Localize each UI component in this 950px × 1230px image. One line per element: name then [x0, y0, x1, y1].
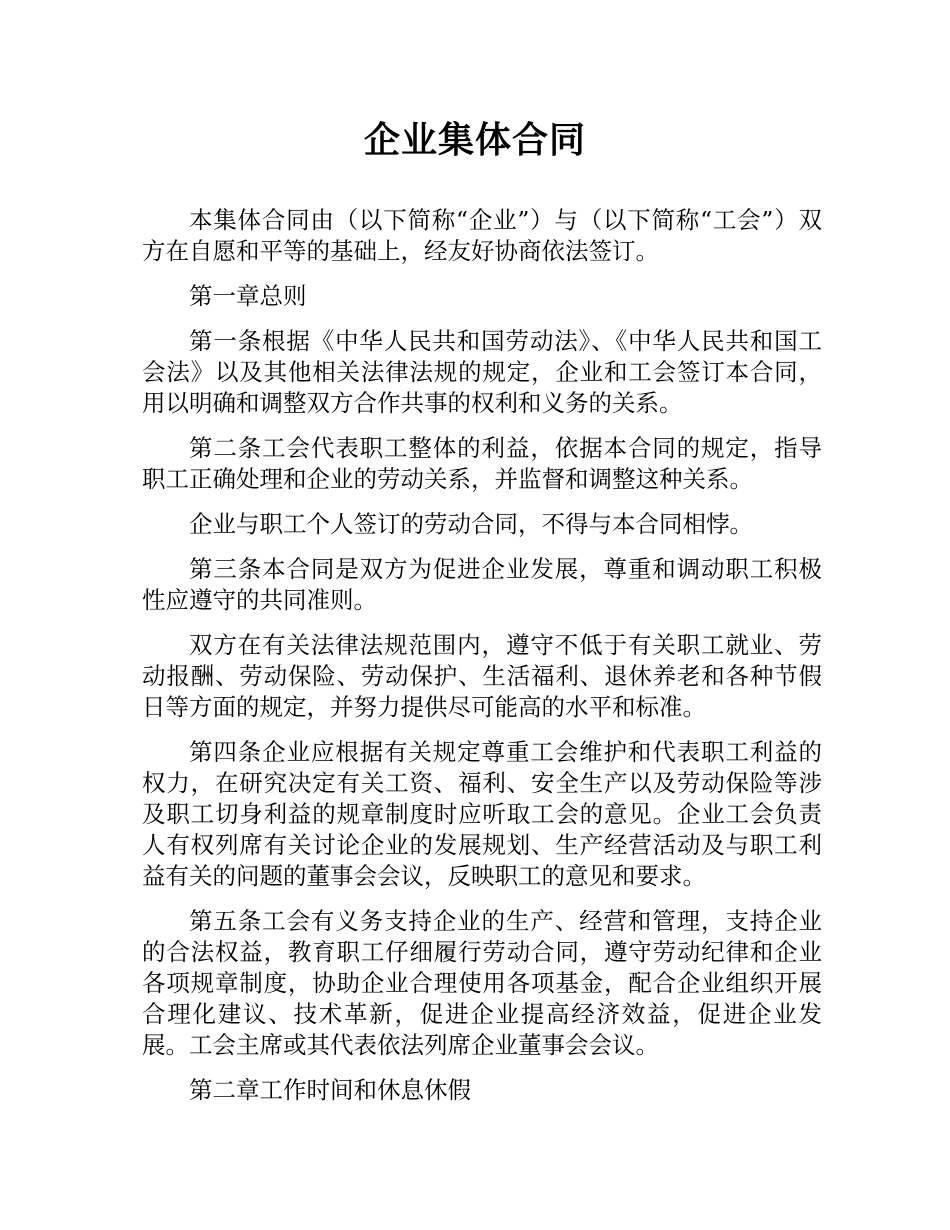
paragraph-article-1: 第一条根据《中华人民共和国劳动法》、《中华人民共和国工会法》以及其他相关法律法规的规定，企业和工会签订本合同，用以明确和调整双方合作共事的权利和义务的关系。 — [142, 327, 822, 417]
paragraph-article-2-note: 企业与职工个人签订的劳动合同，不得与本合同相悖。 — [189, 510, 753, 538]
paragraph-article-2: 第二条工会代表职工整体的利益，依据本合同的规定，指导职工正确处理和企业的劳动关系，并监督和调整这种关系。 — [142, 434, 822, 493]
document-body — [142, 205, 822, 1120]
document-title: 企业集体合同 — [363, 120, 586, 161]
chapter-heading-working-hours: 第二章工作时间和休息休假 — [189, 1076, 471, 1104]
paragraph-intro: 本集体合同由（以下简称“企业”）与（以下简称“工会”）双方在自愿和平等的基础上，经友好协商依法签订。 — [142, 206, 822, 265]
paragraph-article-4: 第四条企业应根据有关规定尊重工会维护和代表职工利益的权力，在研究决定有关工资、福利、安全生产以及劳动保险等涉及职工切身利益的规章制度时应听取工会的意见。企业工会负责人有权列席有关讨论企业的发展规划、生产经营活动及与职工利益有关的问题的董事会会议，反映职工的意见和要求。 — [142, 738, 822, 890]
chapter-heading-general: 第一章总则 — [189, 282, 307, 310]
paragraph-article-5: 第五条工会有义务支持企业的生产、经营和管理，支持企业的合法权益，教育职工仔细履行劳动合同，遵守劳动纪律和企业各项规章制度，协助企业合理使用各项基金，配合企业组织开展合理化建议、技术革新，促进企业提高经济效益，促进企业发展。工会主席或其代表依法列席企业董事会会议。 — [142, 907, 822, 1059]
paragraph-article-3: 第三条本合同是双方为促进企业发展，尊重和调动职工积极性应遵守的共同准则。 — [142, 555, 822, 614]
paragraph-article-3-note: 双方在有关法律法规范围内，遵守不低于有关职工就业、劳动报酬、劳动保险、劳动保护、生活福利、退休养老和各种节假日等方面的规定，并努力提供尽可能高的水平和标准。 — [142, 631, 822, 721]
